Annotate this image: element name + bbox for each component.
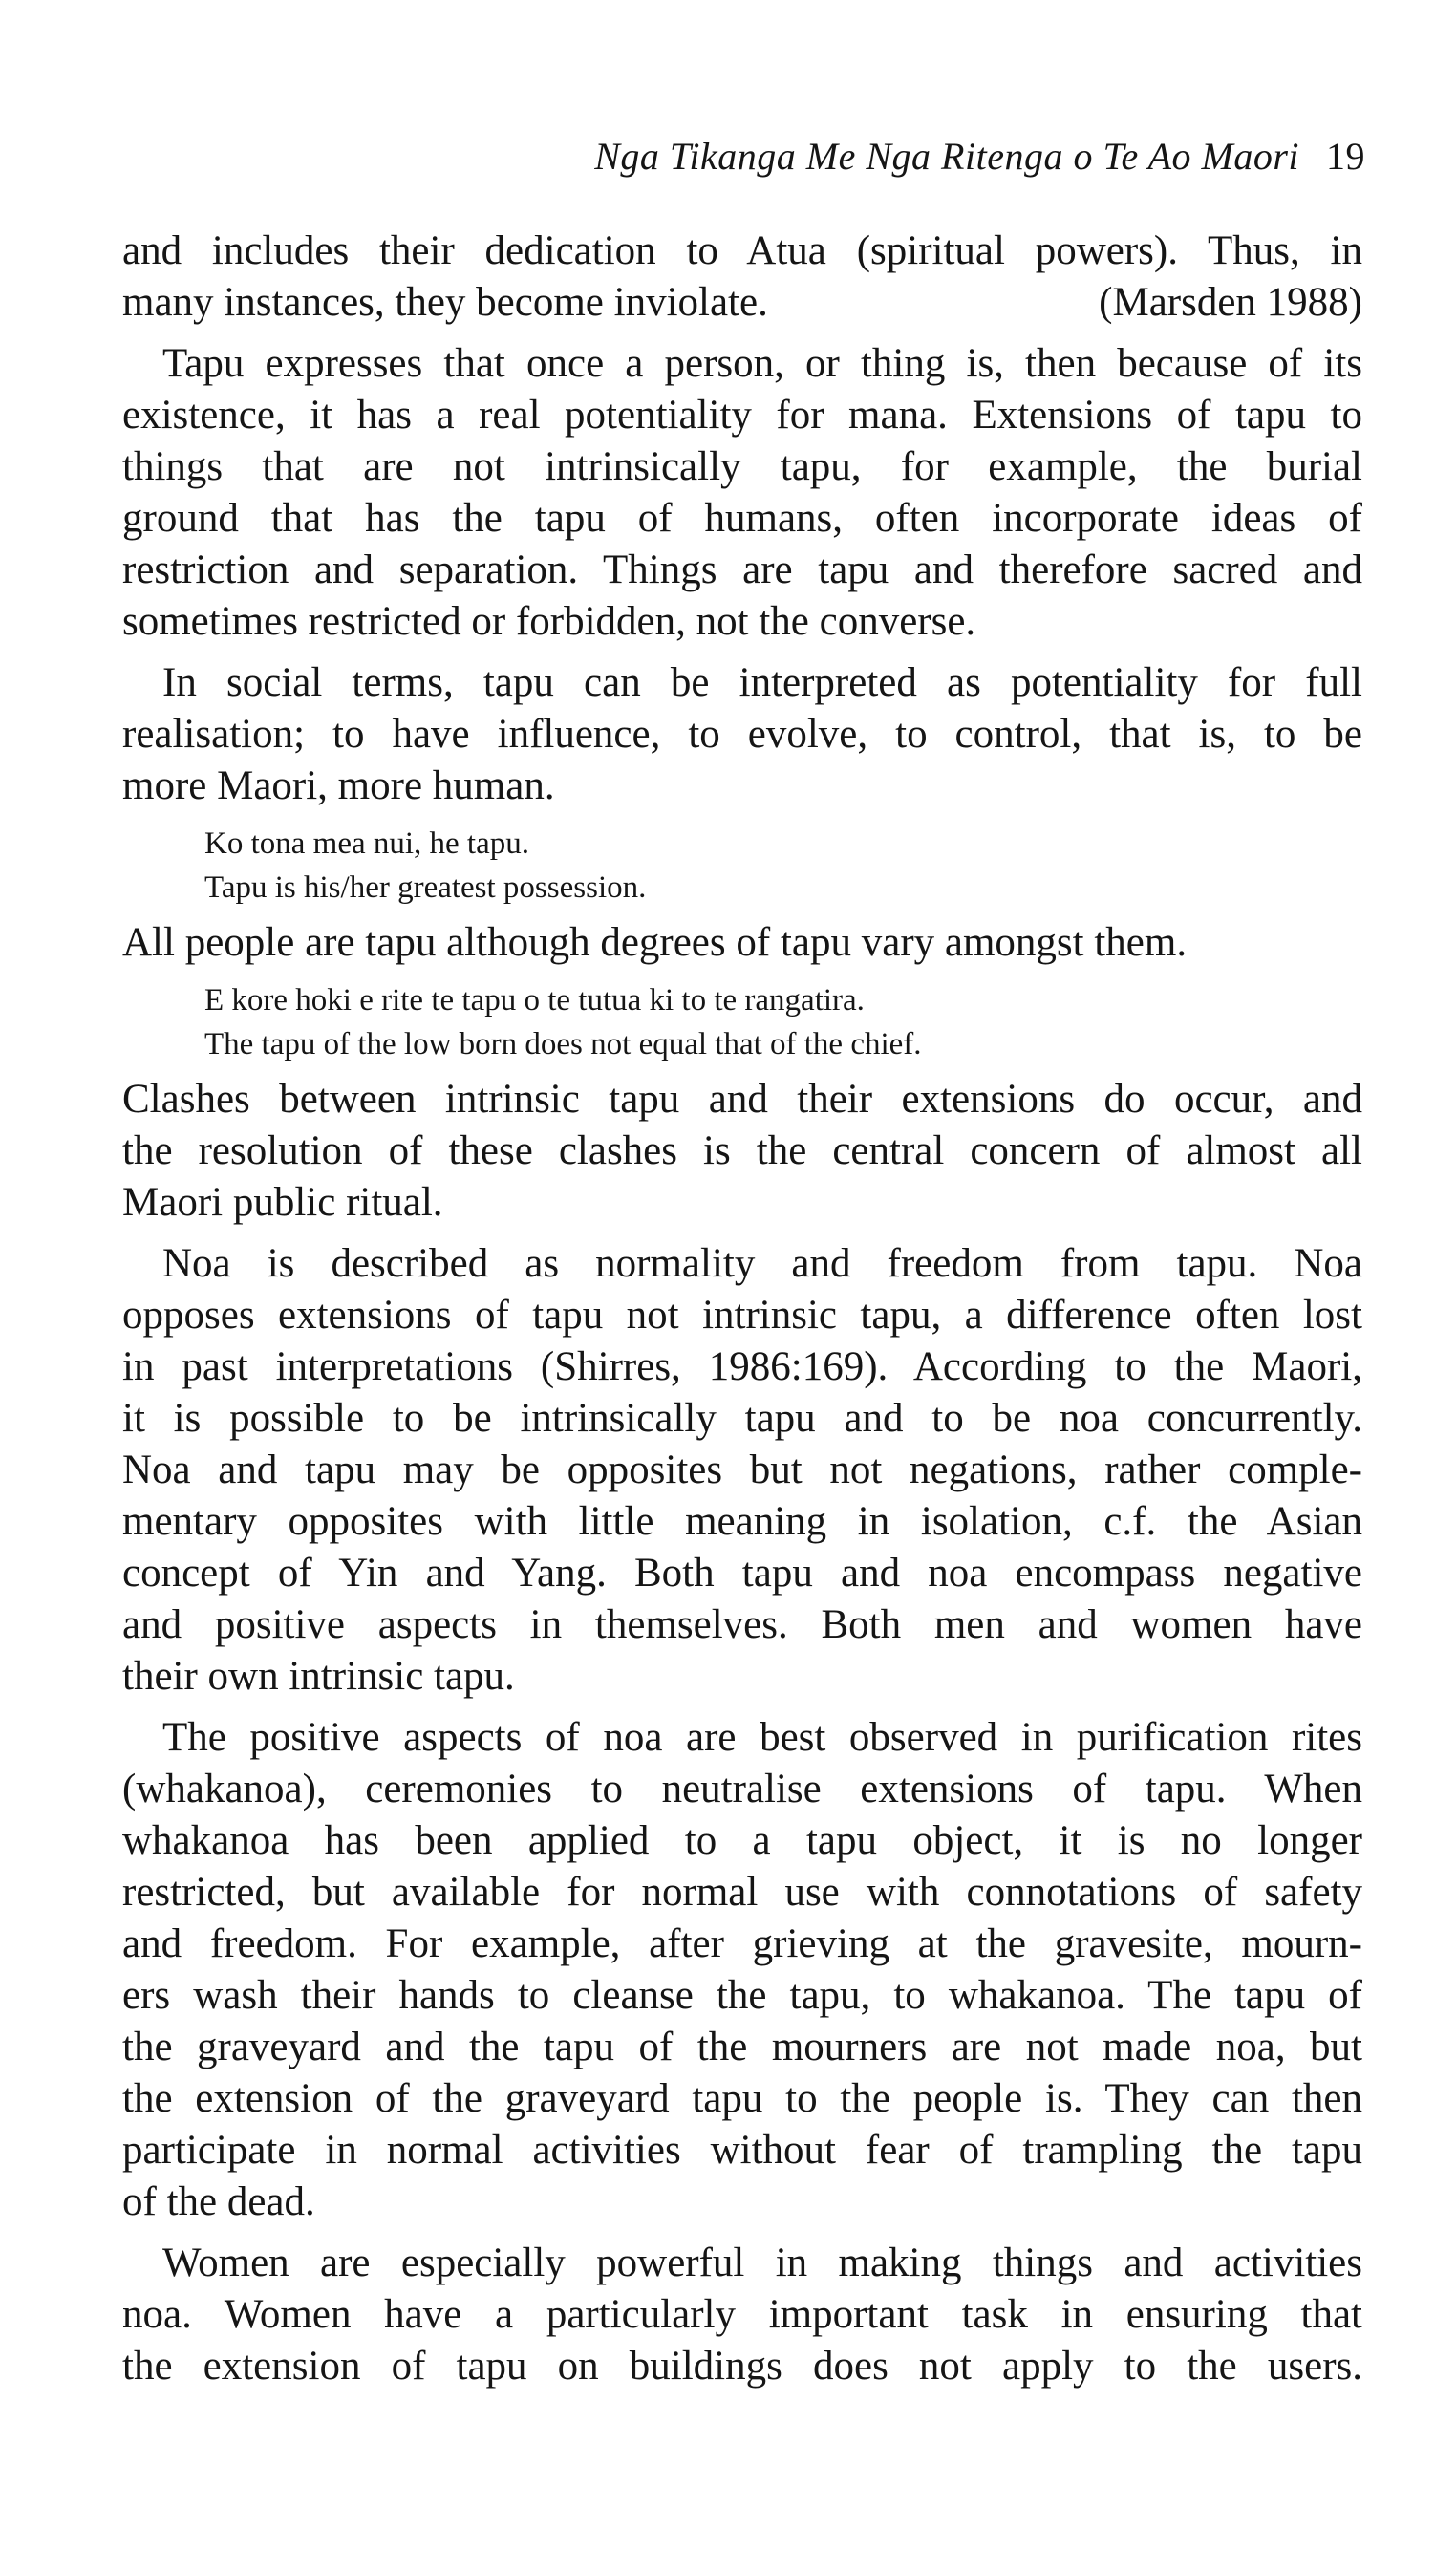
- text-line: existence, it has a real potentiality for mana. Extensions of tapu to: [122, 393, 1362, 438]
- text-line: Women are especially powerful in making things and activities: [162, 2241, 1362, 2285]
- text-line: of the dead.: [122, 2179, 315, 2224]
- citation-line: [122, 277, 1362, 329]
- text-line: many instances, they become inviolate.: [122, 280, 768, 325]
- proverb-english: Tapu is his/her greatest possession.: [204, 870, 647, 905]
- text-line: The positive aspects of noa are best observed in purification rites: [162, 1715, 1362, 1760]
- text-line: and includes their dedication to Atua (spiritual powers). Thus, in: [122, 228, 1362, 273]
- text-line: the resolution of these clashes is the central concern of almost all: [122, 1128, 1362, 1173]
- running-header: [594, 134, 1365, 180]
- text-line: Noa and tapu may be opposites but not negations, rather comple-: [122, 1447, 1362, 1492]
- text-line: participate in normal activities without fear of trampling the tapu: [122, 2128, 1362, 2173]
- text-line: and freedom. For example, after grieving at the gravesite, mourn-: [122, 1921, 1362, 1966]
- text-line: realisation; to have influence, to evolve, to control, that is, to be: [122, 712, 1362, 757]
- text-line: noa. Women have a particularly important task in ensuring that: [122, 2292, 1362, 2337]
- text-line: concept of Yin and Yang. Both tapu and noa encompass negative: [122, 1551, 1362, 1596]
- paragraph-positive-aspects: [122, 1712, 1362, 2228]
- text-line: it is possible to be intrinsically tapu and to be noa concurrently.: [122, 1396, 1362, 1441]
- text-line: Noa is described as normality and freedom from tapu. Noa: [162, 1241, 1362, 1286]
- paragraph-tapu: [122, 338, 1362, 648]
- text-line: things that are not intrinsically tapu, for example, the burial: [122, 444, 1362, 489]
- text-line: Tapu expresses that once a person, or thing is, then because of its: [162, 341, 1362, 386]
- paragraph-women: [122, 2238, 1362, 2392]
- text-line: in past interpretations (Shirres, 1986:169). According to the Maori,: [122, 1344, 1362, 1389]
- text-line: and positive aspects in themselves. Both men and women have: [122, 1602, 1362, 1647]
- text-line: Clashes between intrinsic tapu and their extensions do occur, and: [122, 1077, 1362, 1122]
- paragraph-all-people: [122, 917, 1362, 969]
- quote-end: [122, 225, 1362, 329]
- text-line: In social terms, tapu can be interpreted as potentiality for full: [162, 660, 1362, 705]
- text-line: mentary opposites with little meaning in isolation, c.f. the Asian: [122, 1499, 1362, 1544]
- text-line: their own intrinsic tapu.: [122, 1654, 515, 1699]
- proverb-2: [204, 978, 1362, 1066]
- text-line: Maori public ritual.: [122, 1180, 443, 1225]
- text-line: more Maori, more human.: [122, 763, 555, 808]
- text-line: the extension of the graveyard tapu to the people is. They can then: [122, 2076, 1362, 2121]
- proverb-english: The tapu of the low born does not equal that of the chief.: [204, 1027, 922, 1061]
- running-header-title: Nga Tikanga Me Nga Ritenga o Te Ao Maori: [594, 135, 1299, 178]
- proverb-1: [204, 822, 1362, 910]
- citation: (Marsden 1988): [1099, 280, 1362, 325]
- text-line: (whakanoa), ceremonies to neutralise extensions of tapu. When: [122, 1767, 1362, 1812]
- text-line: restriction and separation. Things are tapu and therefore sacred and: [122, 547, 1362, 592]
- body-text: [122, 225, 1362, 2402]
- text-line: restricted, but available for normal use with connotations of safety: [122, 1870, 1362, 1915]
- text-line: the graveyard and the tapu of the mourners are not made noa, but: [122, 2025, 1362, 2069]
- page-number: 19: [1326, 135, 1365, 178]
- text-line: opposes extensions of tapu not intrinsic tapu, a difference often lost: [122, 1293, 1362, 1338]
- paragraph-social: [122, 657, 1362, 812]
- paragraph-noa: [122, 1238, 1362, 1703]
- text-line: All people are tapu although degrees of tapu vary amongst them.: [122, 920, 1188, 965]
- proverb-maori: Ko tona mea nui, he tapu.: [204, 826, 529, 861]
- text-line: the extension of tapu on buildings does not apply to the users.: [122, 2344, 1362, 2389]
- text-line: sometimes restricted or forbidden, not the converse.: [122, 599, 976, 644]
- proverb-maori: E kore hoki e rite te tapu o te tutua ki to te rangatira.: [204, 983, 865, 1018]
- text-line: whakanoa has been applied to a tapu object, it is no longer: [122, 1818, 1362, 1863]
- text-line: ground that has the tapu of humans, often incorporate ideas of: [122, 496, 1362, 541]
- paragraph-clashes: [122, 1074, 1362, 1229]
- text-line: ers wash their hands to cleanse the tapu, to whakanoa. The tapu of: [122, 1973, 1362, 2018]
